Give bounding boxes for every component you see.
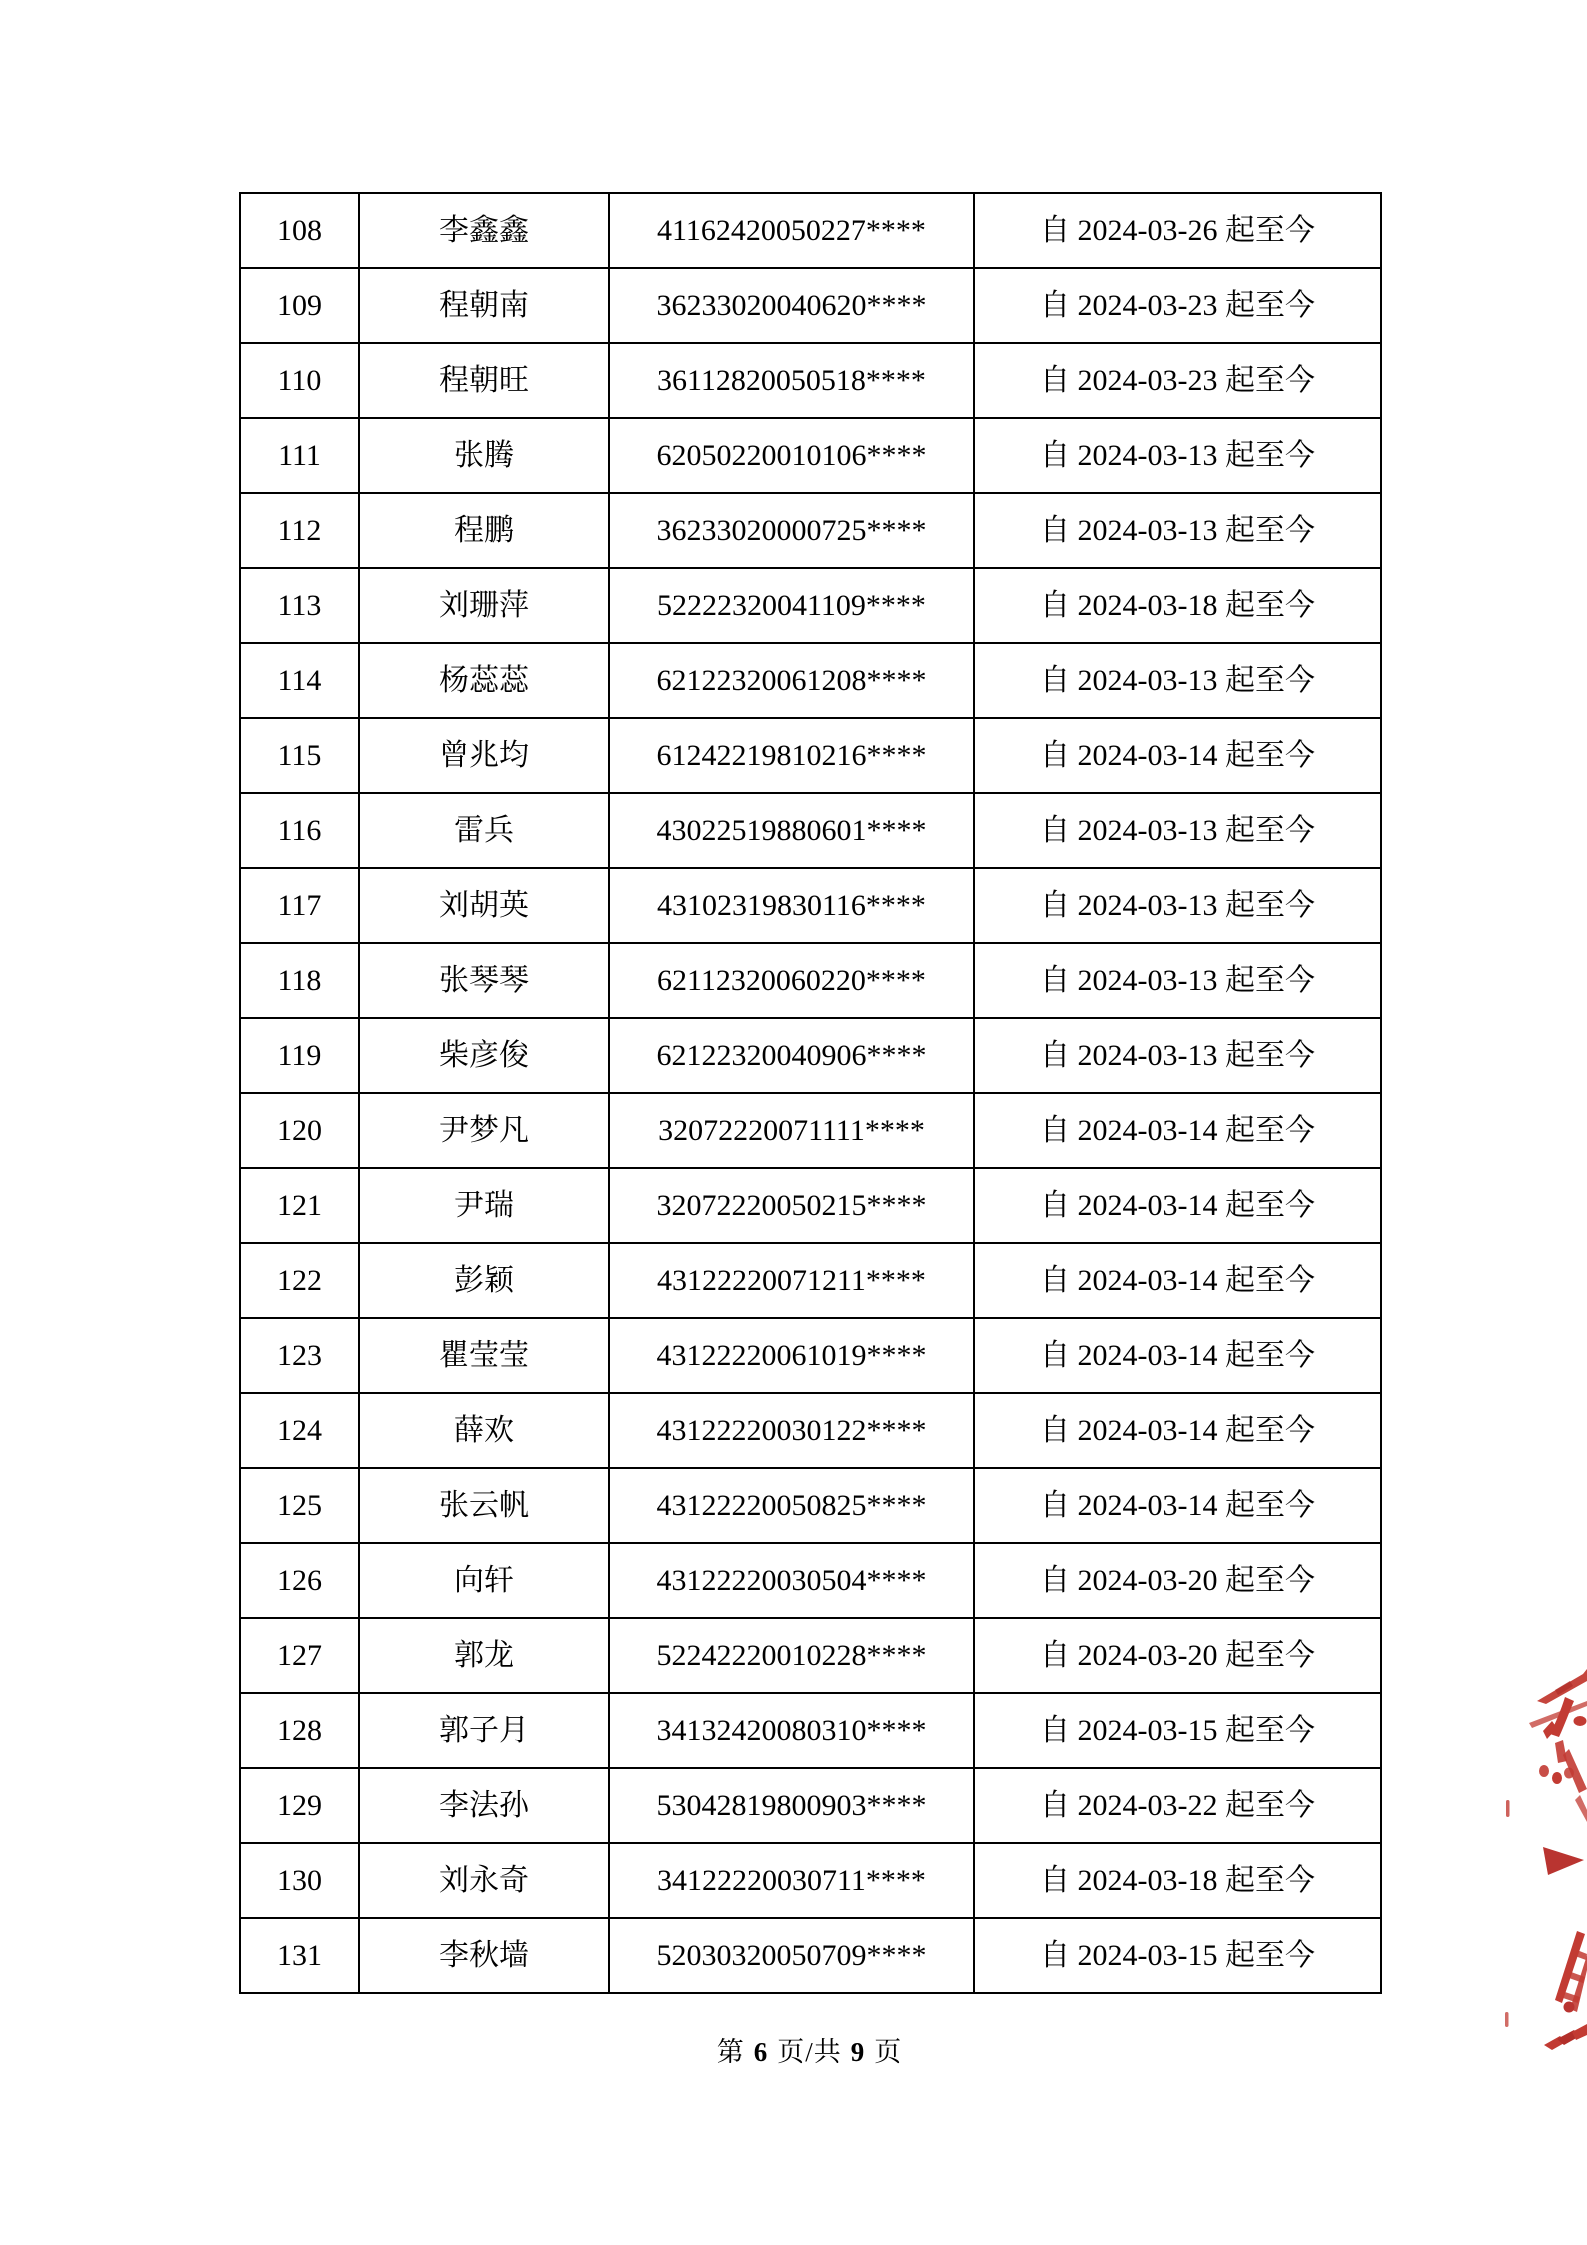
roster-table <box>239 192 1382 1994</box>
red-seal-stamp-icon <box>1500 1650 1587 2060</box>
cell-index: 115 <box>240 718 359 793</box>
footer-prefix: 第 <box>716 2037 745 2067</box>
table-row <box>240 643 1381 718</box>
table-row <box>240 1693 1381 1768</box>
table-row <box>240 1318 1381 1393</box>
cell-period: 自 2024-03-22 起至今 <box>974 1768 1381 1843</box>
cell-name: 柴彦俊 <box>359 1018 609 1093</box>
cell-id_number: 43022519880601**** <box>609 793 974 868</box>
cell-id_number: 43102319830116**** <box>609 868 974 943</box>
cell-id_number: 41162420050227**** <box>609 193 974 268</box>
table-row <box>240 718 1381 793</box>
cell-id_number: 62050220010106**** <box>609 418 974 493</box>
cell-id_number: 32072220050215**** <box>609 1168 974 1243</box>
cell-id_number: 36233020000725**** <box>609 493 974 568</box>
cell-index: 120 <box>240 1093 359 1168</box>
cell-period: 自 2024-03-13 起至今 <box>974 493 1381 568</box>
cell-id_number: 53042819800903**** <box>609 1768 974 1843</box>
cell-period: 自 2024-03-14 起至今 <box>974 1468 1381 1543</box>
cell-period: 自 2024-03-14 起至今 <box>974 1318 1381 1393</box>
cell-index: 109 <box>240 268 359 343</box>
table-row <box>240 193 1381 268</box>
cell-name: 李法孙 <box>359 1768 609 1843</box>
cell-index: 122 <box>240 1243 359 1318</box>
cell-name: 张云帆 <box>359 1468 609 1543</box>
table-row <box>240 943 1381 1018</box>
cell-index: 110 <box>240 343 359 418</box>
table-row <box>240 268 1381 343</box>
table-row <box>240 418 1381 493</box>
cell-period: 自 2024-03-13 起至今 <box>974 643 1381 718</box>
cell-name: 雷兵 <box>359 793 609 868</box>
cell-index: 117 <box>240 868 359 943</box>
cell-index: 108 <box>240 193 359 268</box>
cell-period: 自 2024-03-14 起至今 <box>974 1393 1381 1468</box>
cell-index: 124 <box>240 1393 359 1468</box>
table-row <box>240 1168 1381 1243</box>
cell-id_number: 62122320061208**** <box>609 643 974 718</box>
cell-id_number: 52222320041109**** <box>609 568 974 643</box>
cell-id_number: 34122220030711**** <box>609 1843 974 1918</box>
table-row <box>240 868 1381 943</box>
cell-name: 尹梦凡 <box>359 1093 609 1168</box>
cell-index: 129 <box>240 1768 359 1843</box>
table-row <box>240 1468 1381 1543</box>
cell-period: 自 2024-03-14 起至今 <box>974 718 1381 793</box>
cell-id_number: 43122220050825**** <box>609 1468 974 1543</box>
cell-id_number: 43122220061019**** <box>609 1318 974 1393</box>
cell-id_number: 62112320060220**** <box>609 943 974 1018</box>
footer-page-number: 6 <box>753 2037 769 2067</box>
cell-period: 自 2024-03-14 起至今 <box>974 1168 1381 1243</box>
cell-index: 111 <box>240 418 359 493</box>
cell-index: 128 <box>240 1693 359 1768</box>
cell-index: 131 <box>240 1918 359 1993</box>
table-row <box>240 1093 1381 1168</box>
cell-period: 自 2024-03-23 起至今 <box>974 268 1381 343</box>
cell-name: 程鹏 <box>359 493 609 568</box>
cell-period: 自 2024-03-18 起至今 <box>974 1843 1381 1918</box>
cell-name: 曾兆均 <box>359 718 609 793</box>
cell-name: 向轩 <box>359 1543 609 1618</box>
cell-id_number: 62122320040906**** <box>609 1018 974 1093</box>
cell-name: 薛欢 <box>359 1393 609 1468</box>
cell-period: 自 2024-03-14 起至今 <box>974 1243 1381 1318</box>
page-footer <box>239 2030 1380 2069</box>
cell-period: 自 2024-03-13 起至今 <box>974 418 1381 493</box>
cell-index: 123 <box>240 1318 359 1393</box>
cell-name: 彭颖 <box>359 1243 609 1318</box>
cell-period: 自 2024-03-13 起至今 <box>974 1018 1381 1093</box>
cell-index: 126 <box>240 1543 359 1618</box>
cell-period: 自 2024-03-13 起至今 <box>974 943 1381 1018</box>
cell-id_number: 52030320050709**** <box>609 1918 974 1993</box>
cell-period: 自 2024-03-13 起至今 <box>974 793 1381 868</box>
table-row <box>240 793 1381 868</box>
cell-period: 自 2024-03-26 起至今 <box>974 193 1381 268</box>
table-row <box>240 1543 1381 1618</box>
footer-suffix: 页 <box>874 2037 903 2067</box>
cell-name: 程朝旺 <box>359 343 609 418</box>
table-row <box>240 1843 1381 1918</box>
cell-index: 127 <box>240 1618 359 1693</box>
cell-id_number: 43122220071211**** <box>609 1243 974 1318</box>
cell-name: 郭龙 <box>359 1618 609 1693</box>
cell-name: 张琴琴 <box>359 943 609 1018</box>
cell-id_number: 36233020040620**** <box>609 268 974 343</box>
table-row <box>240 1618 1381 1693</box>
table-row <box>240 1393 1381 1468</box>
cell-index: 114 <box>240 643 359 718</box>
cell-id_number: 61242219810216**** <box>609 718 974 793</box>
cell-index: 116 <box>240 793 359 868</box>
cell-name: 张腾 <box>359 418 609 493</box>
cell-period: 自 2024-03-14 起至今 <box>974 1093 1381 1168</box>
cell-id_number: 43122220030504**** <box>609 1543 974 1618</box>
table-row <box>240 343 1381 418</box>
table-row <box>240 1768 1381 1843</box>
cell-index: 112 <box>240 493 359 568</box>
cell-name: 李鑫鑫 <box>359 193 609 268</box>
cell-id_number: 43122220030122**** <box>609 1393 974 1468</box>
cell-id_number: 36112820050518**** <box>609 343 974 418</box>
cell-period: 自 2024-03-20 起至今 <box>974 1618 1381 1693</box>
table-row <box>240 1018 1381 1093</box>
cell-name: 杨蕊蕊 <box>359 643 609 718</box>
cell-period: 自 2024-03-15 起至今 <box>974 1918 1381 1993</box>
cell-index: 113 <box>240 568 359 643</box>
footer-total-pages: 9 <box>850 2037 866 2067</box>
cell-period: 自 2024-03-18 起至今 <box>974 568 1381 643</box>
cell-name: 刘胡英 <box>359 868 609 943</box>
cell-index: 121 <box>240 1168 359 1243</box>
cell-index: 119 <box>240 1018 359 1093</box>
cell-name: 郭子月 <box>359 1693 609 1768</box>
cell-period: 自 2024-03-13 起至今 <box>974 868 1381 943</box>
footer-infix: 页/共 <box>777 2037 842 2067</box>
cell-name: 瞿莹莹 <box>359 1318 609 1393</box>
table-row <box>240 1918 1381 1993</box>
cell-period: 自 2024-03-15 起至今 <box>974 1693 1381 1768</box>
cell-name: 程朝南 <box>359 268 609 343</box>
cell-name: 刘永奇 <box>359 1843 609 1918</box>
cell-index: 130 <box>240 1843 359 1918</box>
cell-id_number: 32072220071111**** <box>609 1093 974 1168</box>
table-row <box>240 568 1381 643</box>
cell-period: 自 2024-03-20 起至今 <box>974 1543 1381 1618</box>
cell-name: 刘珊萍 <box>359 568 609 643</box>
cell-period: 自 2024-03-23 起至今 <box>974 343 1381 418</box>
cell-id_number: 34132420080310**** <box>609 1693 974 1768</box>
cell-index: 118 <box>240 943 359 1018</box>
cell-id_number: 52242220010228**** <box>609 1618 974 1693</box>
cell-name: 李秋墙 <box>359 1918 609 1993</box>
cell-name: 尹瑞 <box>359 1168 609 1243</box>
cell-index: 125 <box>240 1468 359 1543</box>
table-row <box>240 493 1381 568</box>
table-row <box>240 1243 1381 1318</box>
